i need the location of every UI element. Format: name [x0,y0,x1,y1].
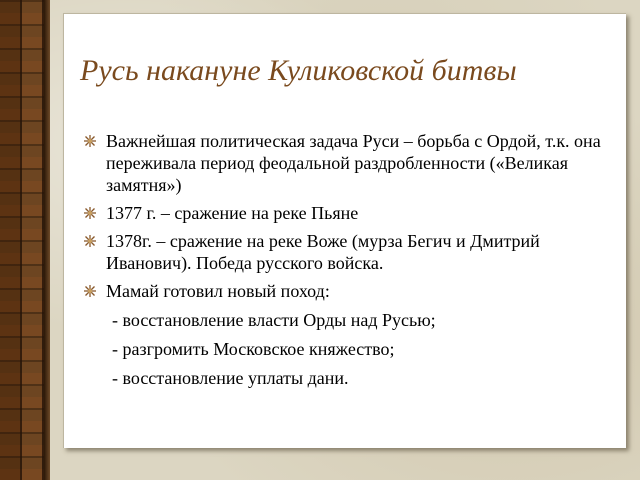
bullet-text: Мамай готовил новый поход: [106,281,330,301]
bullet-text: 1377 г. – сражение на реке Пьяне [106,203,359,223]
decorative-left-strip [0,0,44,480]
strip-edge [44,0,50,480]
bullet-text: 1378г. – сражение на реке Воже (мурза Бегич и Дмитрий Иванович). Победа русского войска. [106,231,540,273]
slide-panel [63,13,626,448]
list-item [84,230,604,274]
sub-item: - разгромить Московское княжество; [112,339,395,359]
sub-item: - восстановление уплаты дани. [112,368,349,388]
list-item [84,280,604,302]
starburst-bullet-icon [84,135,96,147]
list-item [84,130,604,196]
starburst-bullet-icon [84,285,96,297]
bullet-text: Важнейшая политическая задача Руси – борьба с Ордой, т.к. она переживала период феодальной раздробленности («Великая замятня») [106,131,601,195]
sub-item: - восстановление власти Орды над Русью; [112,310,436,330]
starburst-bullet-icon [84,207,96,219]
bullet-list [84,130,604,396]
list-item [84,202,604,224]
starburst-bullet-icon [84,235,96,247]
slide-title: Русь накануне Куликовской битвы [80,54,517,87]
